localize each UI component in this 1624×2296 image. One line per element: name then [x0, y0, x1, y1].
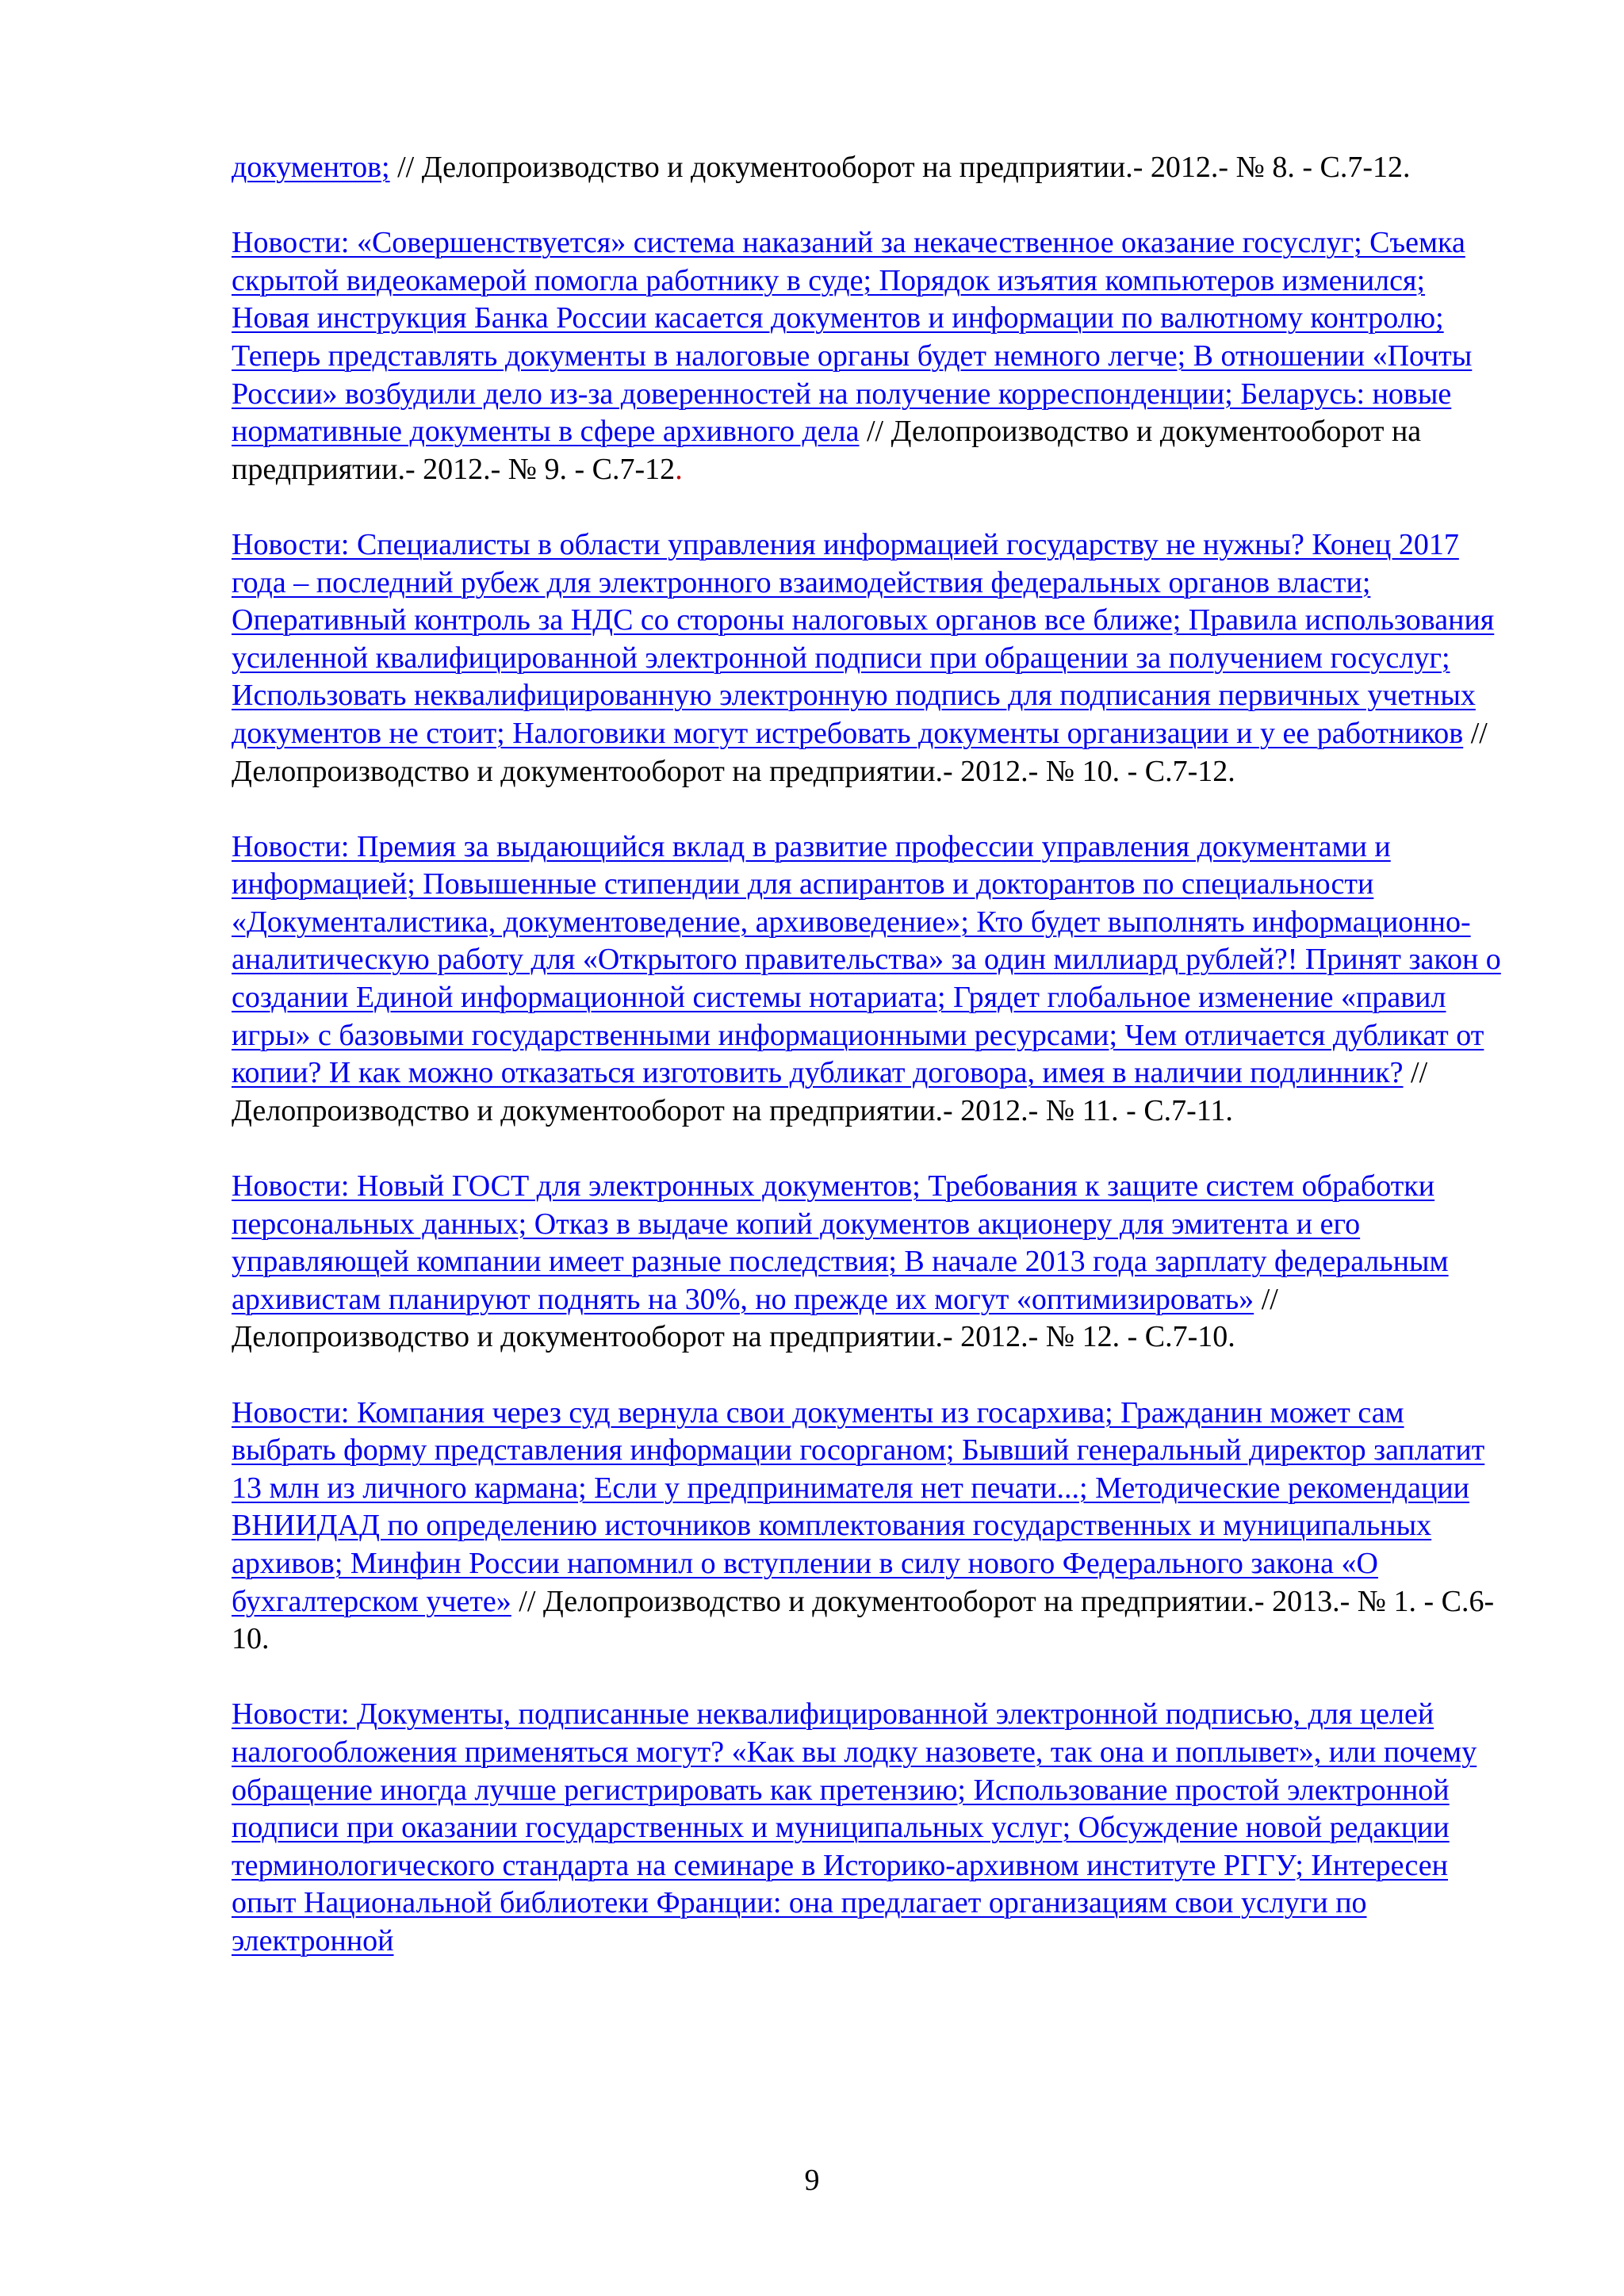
entry-link[interactable]: Новости: Новый ГОСТ для электронных документов; Требования к защите систем обработки персональных данных; Отказ в выдаче копий документов акционеру для эмитента и его управляющей компании имеет разные последствия; В начале 2013 года зарплату федеральным архивистам планируют поднять на 30%, но прежде их могут «оптимизировать» [232, 1169, 1449, 1316]
document-body [232, 149, 1510, 1998]
entry-text [232, 1395, 1510, 1659]
entry-link[interactable]: Новости: Документы, подписанные неквалифицированной электронной подписью, для целей налогообложения применяться могут? «Как вы лодку назовете, так она и поплывет», или почему обращение иногда лучше регистрировать как претензию; Использование простой электронной подписи при оказании государственных и муниципальных услуг; Обсуждение новой редакции терминологического стандарта на семинаре в Историко-архивном институте РГГУ; Интересен опыт Национальной библиотеки Франции: она предлагает организациям свои услуги по электронной [232, 1697, 1477, 1957]
entry-text [232, 149, 1510, 187]
bibliography-entry-7 [232, 1696, 1510, 1960]
entry-text [232, 1696, 1510, 1960]
entry-link[interactable]: Новости: Компания через суд вернула свои документы из госархива; Гражданин может сам выбрать форму представления информации госорганом; Бывший генеральный директор заплатит 13 млн из личного кармана; Если у предпринимателя нет печати...; Методические рекомендации ВНИИДАД по определению источников комплектования государственных и муниципальных архивов; Минфин России напомнил о вступлении в силу нового Федерального закона «О бухгалтерском учете» [232, 1395, 1485, 1618]
bibliography-entry-2 [232, 224, 1510, 488]
bibliography-entry-6 [232, 1395, 1510, 1659]
entry-link[interactable]: Новости: «Совершенствуется» система наказаний за некачественное оказание госуслуг; Съемка скрытой видеокамерой помогла работнику в суде; Порядок изъятия компьютеров изменился; Новая инструкция Банка России касается документов и информации по валютному контролю; Теперь представлять документы в налоговые органы будет немного легче; В отношении «Почты России» возбудили дело из-за доверенностей на получение корреспонденции; Беларусь: новые нормативные документы в сфере архивного дела [232, 226, 1473, 449]
entry-end-mark: . [675, 452, 683, 486]
entry-citation: // Делопроизводство и документооборот на предприятии.- 2012.- № 12. - С.7-10. [232, 1282, 1278, 1354]
entry-citation: // Делопроизводство и документооборот на предприятии.- 2012.- № 10. - С.7-12. [232, 716, 1488, 788]
entry-text [232, 1168, 1510, 1357]
entry-text [232, 224, 1510, 488]
entry-citation: // Делопроизводство и документооборот на предприятии.- 2013.- № 1. - С.6-10. [232, 1584, 1495, 1656]
entry-text [232, 526, 1510, 790]
entry-link[interactable]: Новости: Специалисты в области управления информацией государству не нужны? Конец 2017 года – последний рубеж для электронного взаимодействия федеральных органов власти; Оперативный контроль за НДС со стороны налоговых органов все ближе; Правила использования усиленной квалифицированной электронной подписи при обращении за получением госуслуг; Использовать неквалифицированную электронную подпись для подписания первичных учетных документов не стоит; Налоговики могут истребовать документы организации и у ее работников [232, 527, 1495, 750]
entry-citation: // Делопроизводство и документооборот на предприятии.- 2012.- № 9. - С.7-12 [232, 415, 1422, 486]
entry-link[interactable]: документов; [232, 151, 390, 184]
bibliography-entry-5 [232, 1168, 1510, 1357]
bibliography-entry-1 [232, 149, 1510, 187]
entry-citation: // Делопроизводство и документооборот на предприятии.- 2012.- № 11. - С.7-11. [232, 1056, 1428, 1127]
page-number: 9 [804, 2164, 820, 2197]
entry-link[interactable]: Новости: Премия за выдающийся вклад в развитие профессии управления документами и информацией; Повышенные стипендии для аспирантов и докторантов по специальности «Документалистика, документоведение, архивоведение»; Кто будет выполнять информационно-аналитическую работу для «Открытого правительства» за один миллиард рублей?! Принят закон о создании Единой информационной системы нотариата; Грядет глобальное изменение «правил игры» с базовыми государственными информационными ресурсами; Чем отличается дубликат от копии? И как можно отказаться изготовить дубликат договора, имея в наличии подлинник? [232, 829, 1501, 1090]
entry-citation: // Делопроизводство и документооборот на предприятии.- 2012.- № 8. - С.7-12. [389, 151, 1411, 184]
bibliography-entry-4 [232, 828, 1510, 1131]
entry-text [232, 828, 1510, 1131]
bibliography-entry-3 [232, 526, 1510, 790]
